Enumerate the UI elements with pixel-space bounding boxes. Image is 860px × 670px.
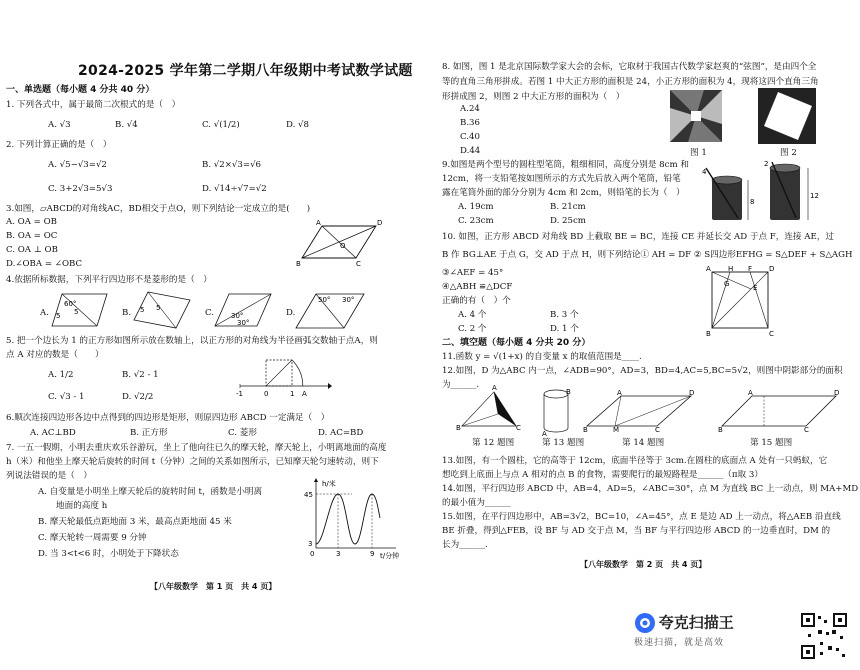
fig14-caption: 第 14 题图 — [622, 438, 665, 448]
svg-text:C: C — [804, 426, 809, 434]
q11-stem: 11.函数 y = √(1+x) 的自变量 x 的取值范围是____. — [442, 352, 642, 362]
q2-option-a: A. √5−√3=√2 — [48, 160, 107, 170]
q8-stem-3: 形拼成图 2，则图 2 中大正方形的面积为（ ） — [442, 92, 625, 102]
svg-text:E: E — [753, 284, 758, 292]
q10-option-a: A. 4 个 — [458, 310, 487, 320]
q3-parallelogram-figure — [296, 218, 383, 268]
q7-option-b: B. 摩天轮最低点距地面 3 米，最高点距地面 45 米 — [38, 517, 232, 527]
q13-stem-2: 想吃到上底面上与点 A 相对的点 B 的食物，需要爬行的最短路程是______（π取 3） — [442, 470, 763, 480]
svg-text:B: B — [566, 388, 571, 396]
q1-option-c: C. √(1/2) — [202, 120, 240, 130]
q15-stem-2: BE 折叠，得到△FEB，设 BF 与 AD 交于点 M，当 BF 与平行四边形 ABCD 的一边垂直时，DM 的 — [442, 526, 831, 536]
q2-option-d: D. √14÷√7=√2 — [202, 184, 267, 194]
q9-stem-2: 12cm，将一支铅笔按如图所示的方式先后放入两个笔筒，铅笔 — [442, 174, 681, 184]
numline-one: 1 — [290, 390, 295, 398]
scanner-logo — [634, 612, 734, 649]
q9-height-12: 12 — [810, 192, 819, 200]
q13-cylinder-figure — [542, 388, 572, 436]
svg-text:D: D — [834, 389, 840, 397]
q10-stem: 10. 如图，正方形 ABCD 对角线 BD 上截取 BE = BC，连接 CE 并延长交 AD 于点 F，连接 AE，过 — [442, 232, 834, 242]
q12-stem: 12.如图，D 为△ABC 内一点，∠ADB=90°，AD=3，BD=4,AC=5,BC=5√2，则图中阴影部分的面积 — [442, 366, 843, 376]
q5-stem: 5. 把一个边长为 1 的正方形如图所示放在数轴上，以正方形的对角线为半径画弧交数轴于点A，则 — [6, 336, 378, 346]
q14-stem-2: 的最小值为______ — [442, 498, 511, 508]
fig12-caption: 第 12 题图 — [472, 438, 515, 448]
q6-option-d: D. AC=BD — [318, 428, 364, 438]
graph-x-3: 3 — [336, 550, 341, 558]
q6-stem: 6.顺次连接四边形各边中点得到的四边形是矩形，则原四边形 ABCD 一定满足（ ） — [6, 413, 330, 423]
svg-text:B: B — [706, 330, 711, 338]
section-2-heading: 二、填空题（每小题 4 分共 20 分） — [442, 338, 591, 348]
q5-numberline-figure — [236, 352, 330, 398]
svg-text:A: A — [617, 389, 622, 397]
q10-option-b: B. 3 个 — [550, 310, 579, 320]
q7-option-a: A. 自变量是小明坐上摩天轮后的旋转时间 t，函数是小明离 — [38, 487, 263, 497]
q7-option-c: C. 摩天轮转一周需要 9 分钟 — [38, 533, 147, 543]
q4-option-a: A. — [40, 308, 49, 318]
q3-option-b: B. OA = OC — [6, 231, 58, 241]
svg-text:G: G — [724, 280, 730, 288]
q8-option-d: D.44 — [460, 146, 481, 156]
q5-option-c: C. √3 - 1 — [48, 392, 85, 402]
q1-option-d: D. √8 — [286, 120, 309, 130]
svg-text:B: B — [718, 426, 723, 434]
q4-figure-d — [296, 290, 366, 330]
q7-height-time-graph — [300, 478, 400, 560]
q9-option-d: D. 25cm — [550, 216, 586, 226]
svg-text:H: H — [728, 265, 734, 273]
q9-exposed-2: 2 — [764, 160, 769, 168]
graph-y-label: h/米 — [322, 480, 336, 488]
section-1-heading: 一、单选题（每小题 4 分共 40 分） — [6, 85, 155, 95]
numline-minus-one: -1 — [236, 390, 243, 398]
q9-option-c: C. 23cm — [458, 216, 494, 226]
graph-origin: 0 — [310, 550, 315, 558]
svg-text:C: C — [655, 426, 660, 434]
svg-text:30°: 30° — [342, 296, 355, 304]
svg-text:A: A — [542, 430, 547, 438]
q8-figure-2 — [758, 88, 816, 144]
q10-stem-4: ④△ABH ≌△DCF — [442, 282, 513, 292]
q3-option-d: D.∠OBA = ∠OBC — [6, 259, 83, 269]
q3-option-a: A. OA = OB — [6, 217, 57, 227]
q6-option-a: A. AC⊥BD — [30, 428, 76, 438]
q5-option-a: A. 1/2 — [48, 370, 74, 380]
q9-option-a: A. 19cm — [458, 202, 494, 212]
scanner-app-name: 夸克扫描王 — [658, 613, 734, 632]
q8-stem-2: 等的直角三角形拼成。若图 1 中大正方形的面积是 24，小正方形的面积为 4，现将这四个直角三角 — [442, 77, 819, 87]
q4-option-c: C. — [205, 308, 215, 318]
q7-stem-2: h（米）和他坐上摩天轮后旋转的时间 t（分钟）之间的关系如图所示，已知摩天轮匀速转动，则下 — [6, 457, 379, 467]
q15-stem-3: 长为______. — [442, 540, 488, 550]
q8-option-c: C.40 — [460, 132, 480, 142]
q10-stem-5: 正确的有（ ）个 — [442, 296, 511, 306]
q12-triangle-figure — [456, 384, 521, 432]
svg-text:A: A — [748, 389, 753, 397]
q4-option-d: D. — [286, 308, 296, 318]
svg-text:5: 5 — [56, 312, 61, 320]
q8-figure-2-caption: 图 2 — [780, 148, 797, 158]
q14-stem: 14.如图，平行四边形 ABCD 中，AB=4，AD=5，∠ABC=30°，点 M 为直线 BC 上一动点，则 MA+MD — [442, 484, 859, 494]
q14-parallelogram-figure — [583, 389, 695, 434]
numline-zero: 0 — [264, 390, 269, 398]
footer-page-2: 【八年级数学 第 2 页 共 4 页】 — [580, 560, 707, 569]
q7-option-a-2: 地面的高度 h — [56, 501, 108, 511]
svg-text:C: C — [516, 424, 521, 432]
graph-x-9: 9 — [370, 550, 375, 558]
fig15-caption: 第 15 题图 — [750, 438, 793, 448]
q8-figure-1-caption: 图 1 — [690, 148, 707, 158]
q9-stem: 9.如图是两个型号的圆柱型笔筒，粗细相同，高度分别是 8cm 和 — [442, 160, 689, 170]
q3-stem: 3.如图，▱ABCD的对角线AC，BD相交于点O，则下列结论一定成立的是( ) — [6, 204, 311, 214]
q10-option-d: D. 1 个 — [550, 324, 579, 334]
svg-text:C: C — [769, 330, 774, 338]
svg-text:O: O — [340, 242, 346, 250]
fig13-caption: 第 13 题图 — [542, 438, 585, 448]
q6-option-c: C. 菱形 — [228, 428, 257, 438]
svg-text:A: A — [706, 265, 711, 273]
svg-text:B: B — [583, 426, 588, 434]
q9-option-b: B. 21cm — [550, 202, 586, 212]
q4-figure-a — [52, 292, 112, 328]
svg-text:B: B — [456, 424, 461, 432]
q8-stem: 8. 如图，图 1 是北京国际数学家大会的会标，它取材于我国古代数学家赵爽的“弦图”，是由四个全 — [442, 62, 817, 72]
q6-option-b: B. 正方形 — [130, 428, 168, 438]
q8-option-b: B.36 — [460, 118, 480, 128]
q4-option-b: B. — [122, 308, 132, 318]
q5-stem-2: 点 A 对应的数是（ ） — [6, 350, 104, 360]
svg-text:A: A — [492, 384, 497, 392]
quark-logo-icon — [634, 612, 656, 634]
q4-stem: 4.依据所标数据，下列平行四边形不是菱形的是（ ） — [6, 275, 212, 285]
q7-option-d: D. 当 3<t<6 时，小明处于下降状态 — [38, 549, 179, 559]
q2-option-b: B. √2×√3=√6 — [202, 160, 262, 170]
footer-page-1: 【八年级数学 第 1 页 共 4 页】 — [150, 582, 277, 591]
svg-text:60°: 60° — [64, 300, 77, 308]
q4-figure-c — [215, 292, 273, 328]
q9-stem-3: 露在笔筒外面的部分分别为 4cm 和 2cm，则铅笔的长为（ ） — [442, 188, 685, 198]
q1-option-b: B. √4 — [115, 120, 138, 130]
q9-exposed-4: 4 — [702, 168, 707, 176]
graph-x-label: t/分钟 — [380, 552, 400, 560]
numline-point-a: A — [302, 390, 307, 398]
scanner-slogan: 极速扫描，就是高效 — [634, 638, 725, 648]
q10-square-figure — [706, 265, 776, 338]
exam-title: 2024-2025 学年第二学期八年级期中考试数学试题 — [78, 63, 413, 79]
q15-parallelogram-figure — [718, 389, 840, 434]
svg-text:M: M — [613, 426, 620, 434]
svg-text:5: 5 — [156, 304, 161, 312]
q10-option-c: C. 2 个 — [458, 324, 487, 334]
q10-stem-3: ③∠AEF = 45° — [442, 268, 504, 278]
svg-text:B: B — [296, 260, 301, 268]
q4-figure-b — [132, 290, 192, 330]
q3-option-c: C. OA ⊥ OB — [6, 245, 58, 255]
graph-y-3: 3 — [308, 540, 313, 548]
graph-y-45: 45 — [304, 491, 313, 499]
svg-text:C: C — [356, 260, 361, 268]
q1-option-a: A. √3 — [48, 120, 71, 130]
q13-stem: 13.如图，有一个圆柱，它的高等于 12cm，底面半径等于 3cm.在圆柱的底面点 A 处有一只蚂蚁，它 — [442, 456, 828, 466]
svg-text:30°: 30° — [231, 312, 244, 320]
svg-text:30°: 30° — [237, 319, 250, 327]
q7-stem-3: 列说法错误的是（ ） — [6, 471, 92, 481]
q1-stem: 1. 下列各式中，属于最简二次根式的是（ ） — [6, 100, 181, 110]
q5-option-b: B. √2 - 1 — [122, 370, 159, 380]
svg-text:50°: 50° — [318, 296, 331, 304]
q15-stem: 15.如图，在平行四边形中，AB=3√2，BC=10，∠A=45°，点 E 是边 AD 上一动点，将△AEB 沿直线 — [442, 512, 841, 522]
svg-text:5: 5 — [140, 306, 145, 314]
svg-text:D: D — [377, 219, 383, 227]
q10-stem-2: B 作 BG⊥AE 于点 G，交 AD 于点 H，则下列结论① AH = DF ② S四边形EFHG = S△DEF + S△AGH — [442, 250, 853, 260]
qr-code-icon — [800, 612, 848, 660]
right-page — [430, 0, 860, 670]
svg-text:D: D — [769, 265, 775, 273]
q5-option-d: D. √2/2 — [122, 392, 154, 402]
q8-option-a: A.24 — [460, 104, 480, 114]
q12-stem-2: 为______. — [442, 380, 480, 390]
svg-text:D: D — [689, 389, 695, 397]
q7-stem: 7. 一五一假期，小明去重庆欢乐谷游玩，坐上了他向往已久的摩天轮，摩天轮上，小明离地面的高度 — [6, 443, 387, 453]
q2-stem: 2. 下列计算正确的是（ ） — [6, 140, 112, 150]
svg-text:5: 5 — [74, 308, 79, 316]
q9-pen-holder-figure — [702, 160, 842, 224]
q9-height-8: 8 — [750, 198, 755, 206]
svg-text:F: F — [748, 265, 753, 273]
q8-figure-1 — [670, 90, 722, 142]
q2-option-c: C. 3+2√3=5√3 — [48, 184, 113, 194]
svg-text:A: A — [316, 219, 321, 227]
